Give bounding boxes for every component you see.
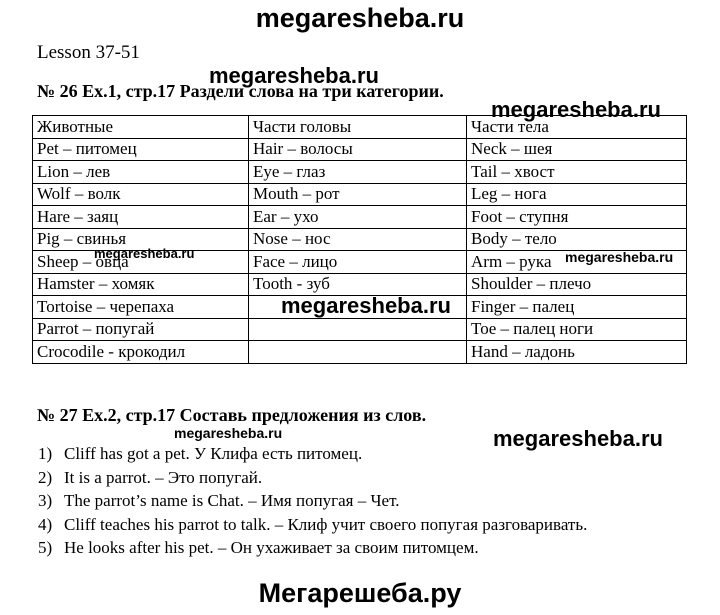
item-number: 5) [38,538,53,557]
item-text: It is a parrot. – Это попугай. [64,467,263,487]
table-cell: Shoulder – плечо [467,273,687,296]
table-cell: Arm – рука [467,251,687,274]
table-row [33,138,687,161]
table-cell: Face – лицо [249,251,467,274]
table-cell: Tooth - зуб [249,273,467,296]
column-header-body-parts: Части тела [467,116,687,139]
table-row [33,318,687,341]
item-number: 1) [38,444,53,463]
list-item [38,466,587,490]
table-row [33,183,687,206]
table-cell: Toe – палец ноги [467,318,687,341]
table-cell: Finger – палец [467,296,687,319]
list-item [38,489,587,513]
table-cell: Pet – питомец [33,138,249,161]
table-cell: Hare – заяц [33,206,249,229]
table-cell: Leg – нога [467,183,687,206]
table-cell: Body – тело [467,228,687,251]
table-cell: Nose – нос [249,228,467,251]
table-cell: Ear – ухо [249,206,467,229]
watermark: megaresheba.ru [209,63,379,88]
item-text: Cliff has got a pet. У Клифа есть питомец. [64,444,363,463]
table-cell: Hair – волосы [249,138,467,161]
table-cell: Sheep – овца [33,251,249,274]
table-cell: Tail – хвост [467,161,687,184]
table-cell [249,318,467,341]
sentence-list [38,442,587,560]
item-number: 3) [38,491,53,510]
watermark: megaresheba.ru [491,97,661,122]
table-row [33,161,687,184]
table-cell: Mouth – рот [249,183,467,206]
table-row [33,341,687,364]
watermark: megaresheba.ru [174,425,283,441]
task-26-heading: № 26 Ex.1, стр.17 Раздели слова на три категории. [37,81,444,101]
lesson-title: Lesson 37-51 [37,42,140,63]
column-header-head-parts: Части головы [249,116,467,139]
list-item [38,513,587,537]
item-text: He looks after his pet. – Он ухаживает за своим питомцем. [64,538,479,557]
table-cell: Parrot – попугай [33,318,249,341]
watermark-top: megaresheba.ru [255,3,465,33]
item-text: The parrot’s name is Chat. – Имя попугая – Чет. [64,491,400,510]
watermark: megaresheba.ru [565,249,674,265]
item-number: 2) [38,467,53,487]
table-cell: Hamster – хомяк [33,273,249,296]
watermark: megaresheba.ru [94,246,195,261]
table-cell: Pig – свинья [33,228,249,251]
table-cell: Crocodile - крокодил [33,341,249,364]
table-cell: Hand – ладонь [467,341,687,364]
table-cell: Lion – лев [33,161,249,184]
table-cell: Wolf – волк [33,183,249,206]
table-cell: Tortoise – черепаха [33,296,249,319]
vocabulary-table [32,115,687,364]
column-header-animals: Животные [33,116,249,139]
task-27-heading: № 27 Ex.2, стр.17 Составь предложения из слов. [37,405,427,425]
watermark: megaresheba.ru [281,293,451,318]
table-cell: Eye – глаз [249,161,467,184]
table-cell: Foot – ступня [467,206,687,229]
item-number: 4) [38,514,53,534]
vocabulary-table-body [33,116,687,364]
watermark-bottom: Мегарешеба.ру [258,578,462,608]
table-row [33,206,687,229]
table-cell [249,341,467,364]
item-text: Cliff teaches his parrot to talk. – Клиф учит своего попугая разговаривать. [64,514,588,534]
watermark: megaresheba.ru [493,426,663,451]
list-item [38,536,587,560]
table-cell: Neck – шея [467,138,687,161]
